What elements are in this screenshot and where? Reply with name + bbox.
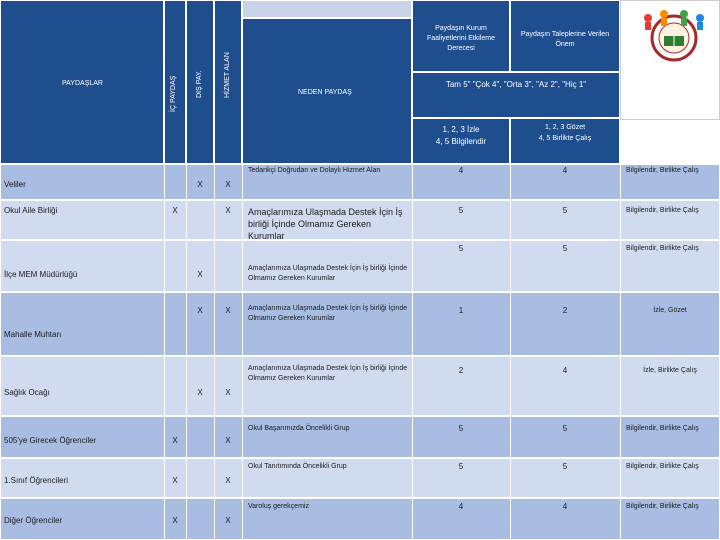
row-onem: 5 [562, 206, 568, 215]
row-dis: X [197, 270, 203, 279]
row-sonuc: Bilgilendir, Birlikte Çalış [626, 207, 699, 214]
row-etkileme: 1 [458, 306, 464, 315]
row-hizmet: X [225, 436, 231, 445]
row-onem: 4 [562, 366, 568, 375]
row-onem: 4 [562, 166, 568, 175]
header-hizmet-alan: HİZMET ALAN [224, 52, 231, 98]
row-neden: Okul Başarımızda Öncelikli Grup [248, 425, 350, 432]
header-kurum-etkileme: Paydaşın Kurum Faaliyetlerini Etkileme Derecesi [426, 25, 496, 52]
row-ic: X [172, 206, 178, 215]
row-onem: 2 [562, 306, 568, 315]
row-sonuc: Bilgilendir, Birlikte Çalış [626, 503, 699, 510]
row-sonuc: Bilgilendir, Birlikte Çalış [626, 245, 699, 252]
header-neden-paydas: NEDEN PAYDAŞ [298, 89, 352, 96]
row-dis: X [197, 306, 203, 315]
row-etkileme: 5 [458, 424, 464, 433]
row-hizmet: X [225, 388, 231, 397]
row-name: İlçe MEM Müdürlüğü [4, 270, 78, 279]
row-etkileme: 5 [458, 462, 464, 471]
row-dis: X [197, 180, 203, 189]
row-hizmet: X [225, 206, 231, 215]
row-name: Mahalle Muhtarı [4, 330, 62, 339]
row-neden: Okul Tanıtımında Öncelikli Grup [248, 463, 347, 470]
school-logo [630, 6, 718, 70]
row-neden: Tedarikçi Doğrudan ve Dolaylı Hizmet Alan [248, 167, 381, 174]
header-dis-paydas: DIŞ PAY. [196, 70, 203, 98]
row-hizmet: X [225, 180, 231, 189]
row-name: Diğer Öğrenciler [4, 516, 63, 525]
row-band-4 [0, 292, 720, 356]
divider-6 [510, 164, 511, 540]
row-band-6 [0, 416, 720, 458]
row-name: 505'ye Girecek Öğrenciler [4, 436, 97, 445]
row-name: Sağlık Ocağı [4, 388, 50, 397]
row-sonuc: Bilgilendir, Birlikte Çalış [626, 463, 699, 470]
row-ic: X [172, 516, 178, 525]
row-name: Veliler [4, 180, 26, 189]
row-onem: 5 [562, 244, 568, 253]
row-neden: Varoluş gerekçemiz [248, 503, 309, 510]
header-ic-paydas: İÇ PAYDAŞ [170, 75, 177, 112]
divider-7 [620, 164, 621, 540]
header-corner-top [242, 0, 412, 18]
row-etkileme: 4 [458, 502, 464, 511]
row-name: 1.Sınıf Öğrencileri [4, 476, 69, 485]
divider-5 [412, 164, 413, 540]
row-sonuc: Bilgilendir, Birlikte Çalış [626, 167, 699, 174]
header-scale-cell [412, 72, 620, 118]
row-hizmet: X [225, 306, 231, 315]
row-sonuc: İzle, Gözet [653, 307, 687, 314]
row-neden: Amaçlarımıza Ulaşmada Destek İçin İş birliği İçinde Olmamız Gereken Kurumlar [248, 365, 408, 382]
row-neden: Amaçlarımıza Ulaşmada Destek İçin İş birliği İçinde Olmamız Gereken Kurumlar [248, 305, 408, 322]
header-paydaslar: PAYDAŞLAR [62, 80, 103, 87]
row-etkileme: 5 [458, 206, 464, 215]
header-legend-left: 1, 2, 3 İzle 4, 5 Bilgilendir [435, 125, 487, 146]
header-scale: Tam 5" "Çok 4", "Orta 3", "Az 2", "Hiç 1" [445, 80, 587, 89]
row-etkileme: 5 [458, 244, 464, 253]
row-dis: X [197, 388, 203, 397]
divider-4 [242, 164, 243, 540]
header-legend-right: 1, 2, 3 Gözet 4, 5 Birlikte Çalış [538, 124, 592, 142]
row-onem: 4 [562, 502, 568, 511]
row-onem: 5 [562, 462, 568, 471]
row-onem: 5 [562, 424, 568, 433]
row-sonuc: Bilgilendir, Birlikte Çalış [626, 425, 699, 432]
header-talepler: Paydaşın Taleplerine Verilen Önem [520, 31, 610, 48]
row-ic: X [172, 436, 178, 445]
row-hizmet: X [225, 476, 231, 485]
row-ic: X [172, 476, 178, 485]
row-etkileme: 4 [458, 166, 464, 175]
row-neden: Amaçlarımıza Ulaşmada Destek İçin İş birliği İçinde Olmamız Gereken Kurumlar [248, 207, 403, 241]
row-neden: Amaçlarımıza Ulaşmada Destek İçin İş birliği İçinde Olmamız Gereken Kurumlar [248, 265, 408, 282]
row-name: Okul Aile Birliği [4, 206, 58, 215]
divider-2 [186, 164, 187, 540]
row-etkileme: 2 [458, 366, 464, 375]
row-hizmet: X [225, 516, 231, 525]
row-sonuc: İzle, Birlikte Çalış [643, 367, 697, 374]
